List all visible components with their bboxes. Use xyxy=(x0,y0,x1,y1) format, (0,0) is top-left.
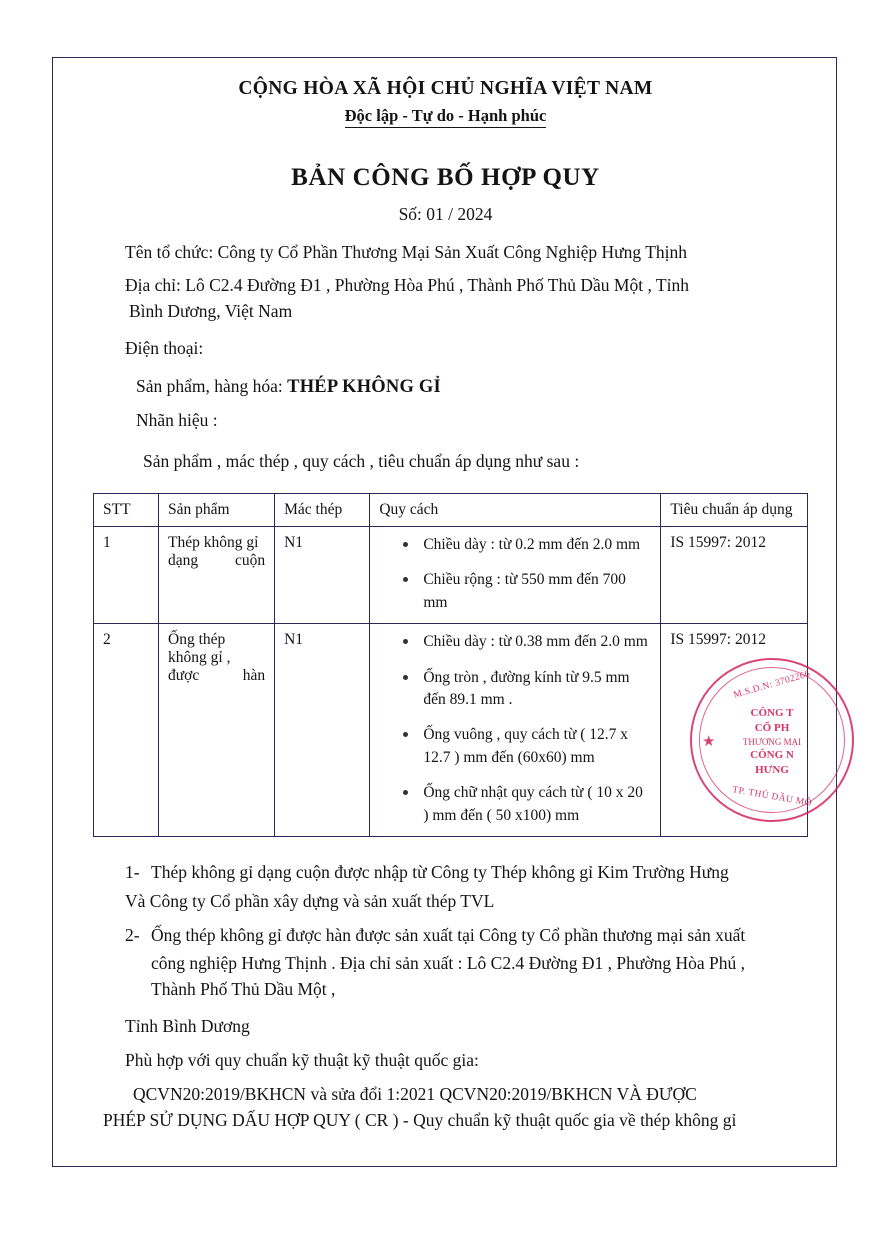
spec-intro-line: Sản phẩm , mác thép , quy cách , tiêu chuẩn áp dụng như sau : xyxy=(143,451,580,472)
row-1-stt: 1 xyxy=(94,526,159,623)
brand-line: Nhãn hiệu : xyxy=(136,410,218,431)
table-header-specs: Quy cách xyxy=(370,493,661,526)
stamp-arc-bottom-text: TP. THỦ DẦU MỘ xyxy=(731,785,813,809)
note-2-line-3: Thành Phố Thủ Dầu Một , xyxy=(151,979,336,1000)
row-2-product: Ống thép không gỉ , được hàn xyxy=(159,624,275,837)
national-motto: Độc lập - Tự do - Hạnh phúc xyxy=(345,106,547,128)
note-2-number: 2- xyxy=(125,924,140,945)
note-2-line-1: Ống thép không gỉ được hàn được sản xuất tại Công ty Cổ phần thương mại sản xuất xyxy=(151,924,746,945)
note-2 xyxy=(81,922,810,948)
list-item: Chiều rộng : từ 550 mm đến 700 mm xyxy=(401,569,651,614)
org-name-line xyxy=(81,239,810,266)
note-1-number: 1- xyxy=(125,862,140,883)
document-number: Số: 01 / 2024 xyxy=(398,204,493,224)
table-header-stt: STT xyxy=(94,493,159,526)
product-line xyxy=(81,373,810,401)
note-1 xyxy=(81,859,810,885)
list-item: Chiều dày : từ 0.38 mm đến 2.0 mm xyxy=(401,631,651,653)
stamp-line-5: HƯNG xyxy=(755,763,789,776)
table-row xyxy=(94,526,808,623)
org-address-line xyxy=(81,272,810,299)
stamp-arc-top-text: M.S.D.N: 3702266 xyxy=(732,669,812,701)
note-1-line-2: Và Công ty Cổ phần xây dựng và sản xuất thép TVL xyxy=(125,890,495,911)
table-header-product: Sản phẩm xyxy=(159,493,275,526)
row-1-product: Thép không gỉ dạng cuộn xyxy=(159,526,275,623)
stamp-line-4: CÔNG N xyxy=(750,748,794,761)
row-2-stt: 2 xyxy=(94,624,159,837)
org-name-label: Tên tổ chức: xyxy=(125,242,218,262)
row-1-standard: IS 15997: 2012 xyxy=(661,526,808,623)
notes-block xyxy=(81,859,810,1002)
province-line: Tỉnh Bình Dương xyxy=(125,1015,250,1036)
table-header-standard: Tiêu chuẩn áp dụng xyxy=(661,493,808,526)
org-address-value: Lô C2.4 Đường Đ1 , Phường Hòa Phú , Thành Phố Thủ Dầu Một , Tỉnh xyxy=(185,274,689,295)
stamp-line-3: THƯƠNG MẠI xyxy=(742,736,802,747)
table-row xyxy=(94,624,808,837)
list-item: Ống chữ nhật quy cách từ ( 10 x 20 ) mm đến ( 50 x100) mm xyxy=(401,782,651,827)
document-content xyxy=(53,58,838,1134)
org-address-line-2: Bình Dương, Việt Nam xyxy=(129,301,293,322)
row-2-grade: N1 xyxy=(275,624,370,837)
row-1-specs xyxy=(370,526,661,623)
national-header-block xyxy=(81,78,810,128)
tail-block xyxy=(81,1013,810,1134)
conformity-label: Phù hợp với quy chuẩn kỹ thuật kỹ thuật quốc gia: xyxy=(125,1049,479,1070)
row-2-standard: IS 15997: 2012 xyxy=(661,624,808,837)
table-header-row xyxy=(94,493,808,526)
table-header-grade: Mác thép xyxy=(275,493,370,526)
org-address-label: Địa chỉ: xyxy=(125,274,186,295)
document-page-border xyxy=(52,57,837,1167)
product-label: Sản phẩm, hàng hóa: xyxy=(136,376,288,397)
stamp-line-1: CÔNG T xyxy=(750,707,794,719)
org-phone-line: Điện thoại: xyxy=(125,337,204,358)
org-name-value: Công ty Cổ Phần Thương Mại Sản Xuất Công Nghiệp Hưng Thịnh xyxy=(217,242,688,262)
stamp-line-2: CỔ PH xyxy=(754,721,790,734)
product-value: THÉP KHÔNG GỈ xyxy=(287,377,441,398)
star-icon: ★ xyxy=(702,734,716,750)
specification-table xyxy=(93,493,808,838)
national-title: CỘNG HÒA XÃ HỘI CHỦ NGHĨA VIỆT NAM xyxy=(238,78,653,99)
document-title: BẢN CÔNG BỐ HỢP QUY xyxy=(291,164,600,191)
row-2-specs xyxy=(370,624,661,837)
list-item: Ống vuông , quy cách từ ( 12.7 x 12.7 ) mm đến (60x60) mm xyxy=(401,724,651,769)
conformity-line-2: PHÉP SỬ DỤNG DẤU HỢP QUY ( CR ) - Quy chuẩn kỹ thuật quốc gia về thép không gỉ xyxy=(103,1110,737,1131)
note-1-line-1: Thép không gỉ dạng cuộn được nhập từ Công ty Thép không gỉ Kim Trường Hưng xyxy=(151,862,729,883)
conformity-line-1: QCVN20:2019/BKHCN và sửa đổi 1:2021 QCVN20:2019/BKHCN VÀ ĐƯỢC xyxy=(133,1084,697,1105)
list-item: Chiều dày : từ 0.2 mm đến 2.0 mm xyxy=(401,534,651,556)
note-2-line-2: công nghiệp Hưng Thịnh . Địa chỉ sản xuất : Lô C2.4 Đường Đ1 , Phường Hòa Phú , xyxy=(151,953,745,974)
list-item: Ống tròn , đường kính từ 9.5 mm đến 89.1 mm . xyxy=(401,667,651,712)
row-1-grade: N1 xyxy=(275,526,370,623)
